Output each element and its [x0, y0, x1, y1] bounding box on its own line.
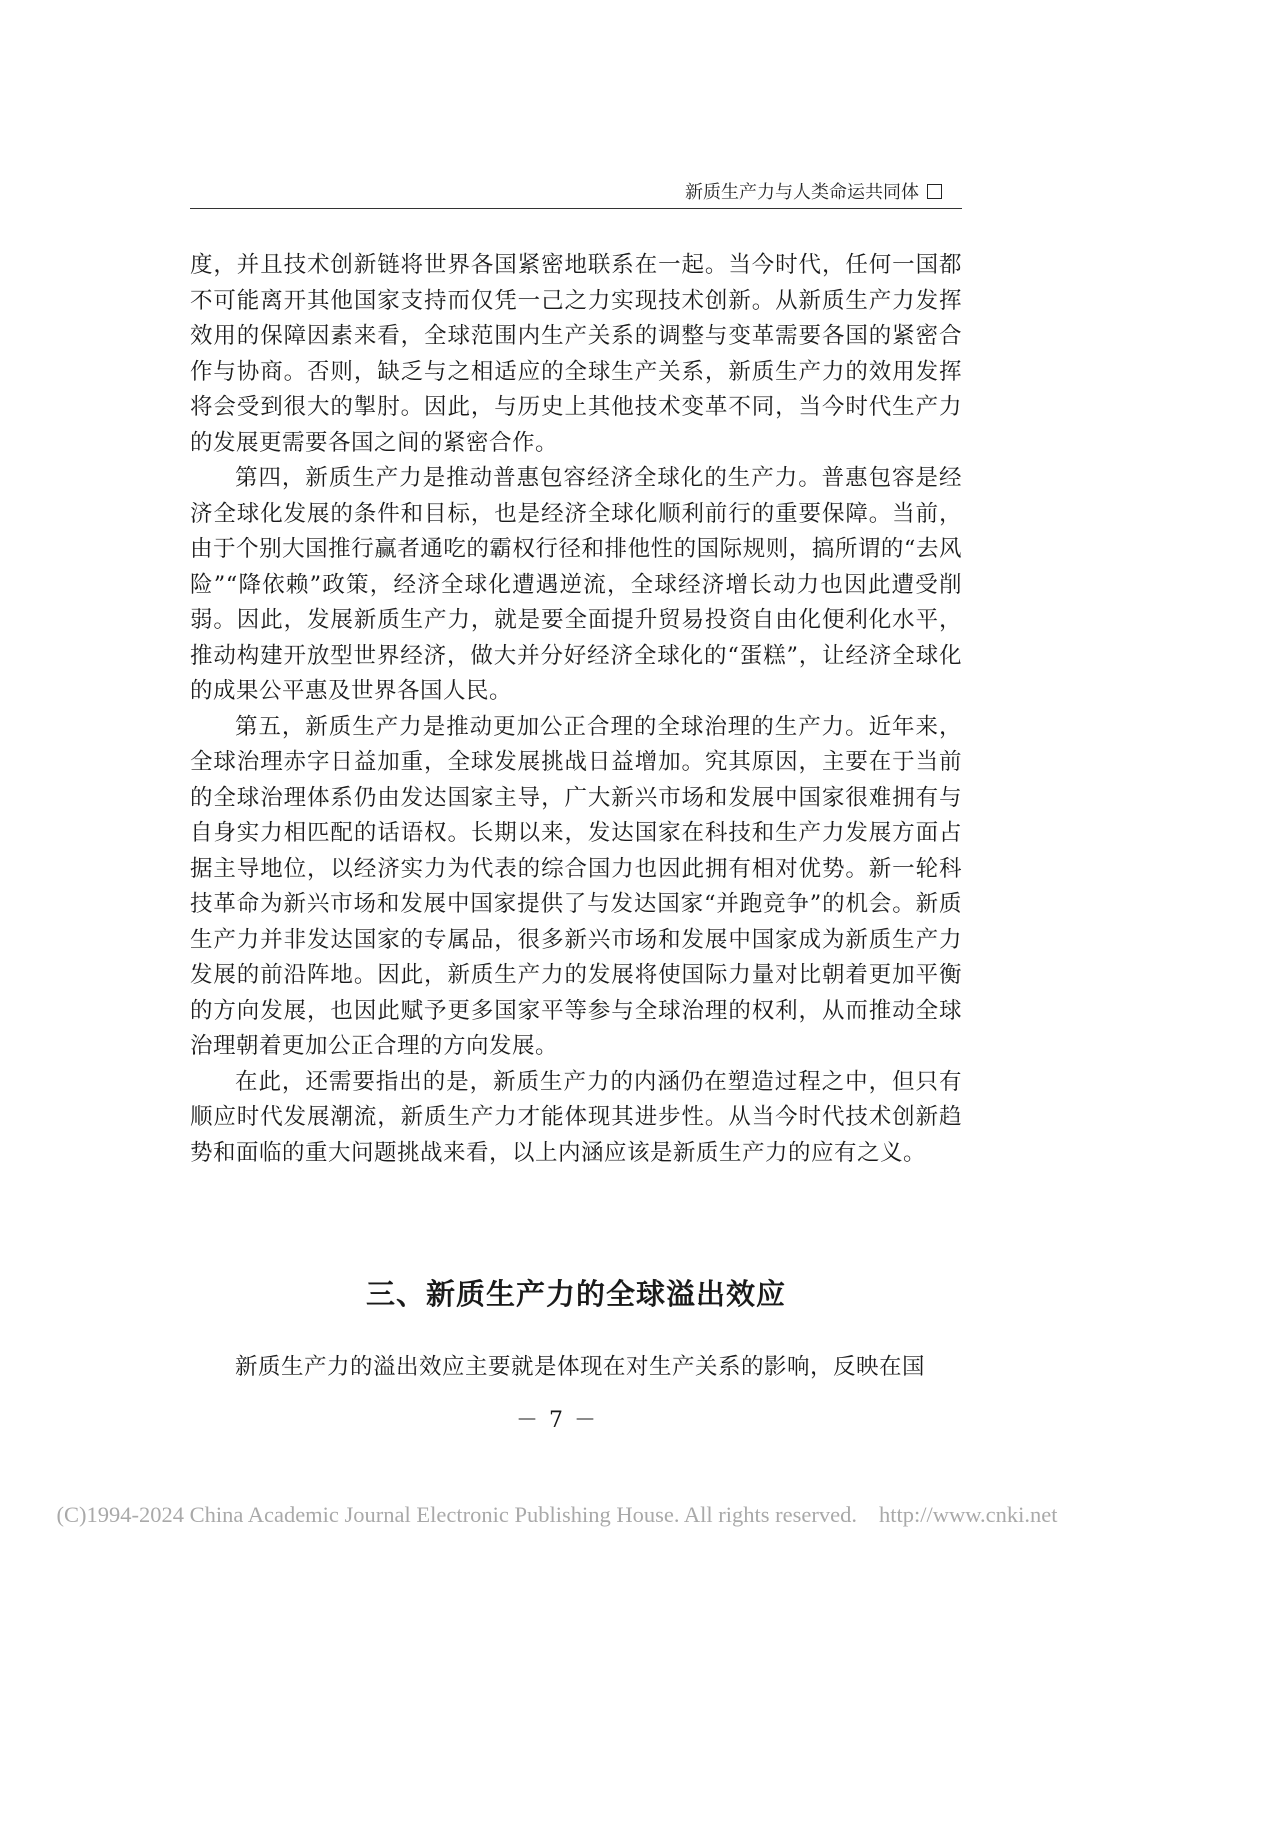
- section-body: [190, 1350, 962, 1386]
- running-header: [685, 178, 942, 204]
- paragraph-continued: 度，并且技术创新链将世界各国紧密地联系在一起。当今时代，任何一国都不可能离开其他国家支持而仅凭一己之力实现技术创新。从新质生产力发挥效用的保障因素来看，全球范围内生产关系的调整与变革需要各国的紧密合作与协商。否则，缺乏与之相适应的全球生产关系，新质生产力的效用发挥将会受到很大的掣肘。因此，与历史上其他技术变革不同，当今时代生产力的发展更需要各国之间的紧密合作。: [190, 252, 962, 456]
- section-heading: 三、新质生产力的全球溢出效应: [365, 1277, 786, 1311]
- section-first-line: 新质生产力的溢出效应主要就是体现在对生产关系的影响，反映在国: [235, 1354, 926, 1380]
- copyright-text: (C)1994-2024 China Academic Journal Electronic Publishing House. All rights reserved.: [56, 1502, 857, 1527]
- header-divider: [190, 208, 962, 209]
- paragraph-conclusion: 在此，还需要指出的是，新质生产力的内涵仍在塑造过程之中，但只有顺应时代发展潮流，新质生产力才能体现其进步性。从当今时代技术创新趋势和面临的重大问题挑战来看，以上内涵应该是新质生产力的应有之义。: [190, 1068, 962, 1166]
- page-number: － 7 －: [516, 1408, 598, 1433]
- copyright-url: http://www.cnki.net: [878, 1502, 1058, 1527]
- running-header-title: 新质生产力与人类命运共同体: [685, 182, 919, 203]
- body-text: [190, 248, 962, 1171]
- paragraph-fourth-point: 第四，新质生产力是推动普惠包容经济全球化的生产力。普惠包容是经济全球化发展的条件和目标，也是经济全球化顺利前行的重要保障。当前，由于个别大国推行赢者通吃的霸权行径和排他性的国际规则，搞所谓的“去风险”“降依赖”政策，经济全球化遭遇逆流，全球经济增长动力也因此遭受削弱。因此，发展新质生产力，就是要全面提升贸易投资自由化便利化水平，推动构建开放型世界经济，做大并分好经济全球化的“蛋糕”，让经济全球化的成果公平惠及世界各国人民。: [190, 465, 962, 704]
- copyright-watermark: [0, 1502, 1114, 1528]
- header-box-icon: [927, 184, 942, 199]
- paragraph-fifth-point: 第五，新质生产力是推动更加公正合理的全球治理的生产力。近年来，全球治理赤字日益加重，全球发展挑战日益增加。究其原因，主要在于当前的全球治理体系仍由发达国家主导，广大新兴市场和发展中国家很难拥有与自身实力相匹配的话语权。长期以来，发达国家在科技和生产力发展方面占据主导地位，以经济实力为代表的综合国力也因此拥有相对优势。新一轮科技革命为新兴市场和发展中国家提供了与发达国家“并跑竞争”的机会。新质生产力并非发达国家的专属品，很多新兴市场和发展中国家成为新质生产力发展的前沿阵地。因此，新质生产力的发展将使国际力量对比朝着更加平衡的方向发展，也因此赋予更多国家平等参与全球治理的权利，从而推动全球治理朝着更加公正合理的方向发展。: [190, 713, 962, 1059]
